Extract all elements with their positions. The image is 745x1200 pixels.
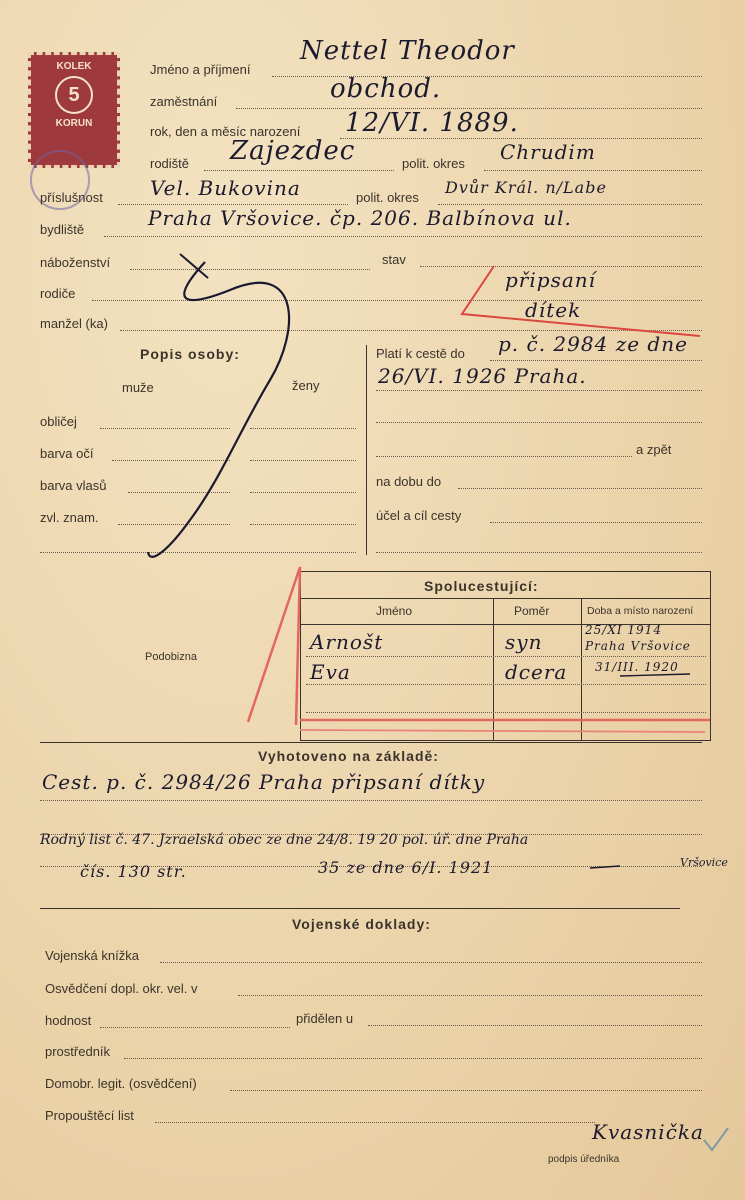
birth-label: rok, den a měsíc narození <box>150 124 301 139</box>
face-label: obličej <box>40 414 77 429</box>
signature-check-icon <box>704 1128 728 1150</box>
photo-label: Podobizna <box>145 651 197 663</box>
residence-value: Praha Vršovice. čp. 206. Balbínova ul. <box>148 206 572 230</box>
red-status-mark <box>462 266 700 336</box>
return-label: a zpět <box>636 442 672 457</box>
occupation-value: obchod. <box>330 74 442 104</box>
basis-value-2: Rodný list č. 47. Jzraelská obec ze dne 24/8. 19 20 pol. úř. dne Praha <box>40 832 529 848</box>
marks-label: zvl. znam. <box>40 510 99 525</box>
hair-label: barva vlasů <box>40 478 107 493</box>
district1-value: Chrudim <box>500 140 596 164</box>
religion-label: náboženství <box>40 255 111 270</box>
period-label: na dobu do <box>376 474 442 489</box>
companions-col-relation: Poměr <box>514 604 550 618</box>
military-legion-label: Domobr. legit. (osvědčení) <box>45 1076 197 1091</box>
spouse-label: manžel (ka) <box>40 316 108 331</box>
validity-label: Platí k cestě do <box>376 346 465 361</box>
companion-1-relation: syn <box>505 630 543 654</box>
description-female: ženy <box>292 378 320 393</box>
official-signature: Kvasnička <box>592 1120 704 1144</box>
parents-label: rodiče <box>40 286 76 301</box>
district2-value: Dvůr Král. n/Labe <box>445 178 607 197</box>
basis-value-2-note: Vršovice <box>680 856 728 869</box>
companion-2-relation: dcera <box>505 660 568 684</box>
status-label: stav <box>382 252 406 267</box>
military-assigned-label: přidělen u <box>296 1011 354 1026</box>
companion-1-birth: 25/XI 1914 Praha Vršovice <box>585 623 691 653</box>
companion-2-birth: 31/III. 1920 <box>595 660 679 674</box>
validity-value-2: 26/VI. 1926 Praha. <box>378 364 587 388</box>
companion-1-name: Arnošt <box>310 630 384 654</box>
name-label: Jméno a příjmení <box>150 62 251 77</box>
red-table-mark-1 <box>248 567 300 725</box>
nationality-value: Vel. Bukovina <box>150 176 301 200</box>
military-intermediary-label: prostředník <box>45 1044 111 1059</box>
military-discharge-label: Propouštěcí list <box>45 1108 134 1123</box>
military-rank-label: hodnost <box>45 1013 92 1028</box>
birthplace-value: Zajezdec <box>230 136 356 166</box>
occupation-label: zaměstnání <box>150 94 218 109</box>
military-booklet-label: Vojenská knížka <box>45 948 139 963</box>
eyes-label: barva očí <box>40 446 94 461</box>
district2-label: polit. okres <box>356 190 419 205</box>
basis-heading: Vyhotoveno na základě: <box>258 748 439 764</box>
signature-caption: podpis úředníka <box>548 1154 620 1165</box>
companions-heading: Spolucestující: <box>424 578 539 594</box>
basis-value-3-left: čís. 130 str. <box>80 862 187 881</box>
validity-value-1: p. č. 2984 ze dne <box>498 332 688 356</box>
description-heading: Popis osoby: <box>140 346 240 362</box>
district1-label: polit. okres <box>402 156 465 171</box>
birthplace-label: rodiště <box>150 156 190 171</box>
large-pen-curve <box>148 262 289 557</box>
basis-value-1: Cest. p. č. 2984/26 Praha připsaní dítky <box>42 770 486 794</box>
residence-label: bydliště <box>40 222 85 237</box>
status-note-1: připsaní <box>505 268 597 292</box>
companion-2-name: Eva <box>310 660 351 684</box>
companions-col-birth: Doba a místo narození <box>587 605 694 617</box>
stamp-currency: KORUN <box>55 118 93 129</box>
name-value: Nettel Theodor <box>300 36 515 66</box>
military-heading: Vojenské doklady: <box>292 916 431 932</box>
basis-dash-2 <box>620 674 690 676</box>
basis-dash-1 <box>590 866 620 868</box>
description-male: muže <box>122 380 154 395</box>
nationality-label: příslušnost <box>40 190 103 205</box>
basis-value-3: 35 ze dne 6/I. 1921 <box>318 858 494 877</box>
birth-value: 12/VI. 1889. <box>345 108 519 138</box>
military-certificate-label: Osvědčení dopl. okr. vel. v <box>45 981 198 996</box>
stamp-top-text: KOLEK <box>56 61 92 72</box>
stamp-value: 5 <box>55 76 93 114</box>
status-note-2: dítek <box>525 298 582 322</box>
purpose-label: účel a cíl cesty <box>376 508 462 523</box>
red-table-mark-3 <box>300 730 705 732</box>
companions-col-name: Jméno <box>376 604 413 618</box>
